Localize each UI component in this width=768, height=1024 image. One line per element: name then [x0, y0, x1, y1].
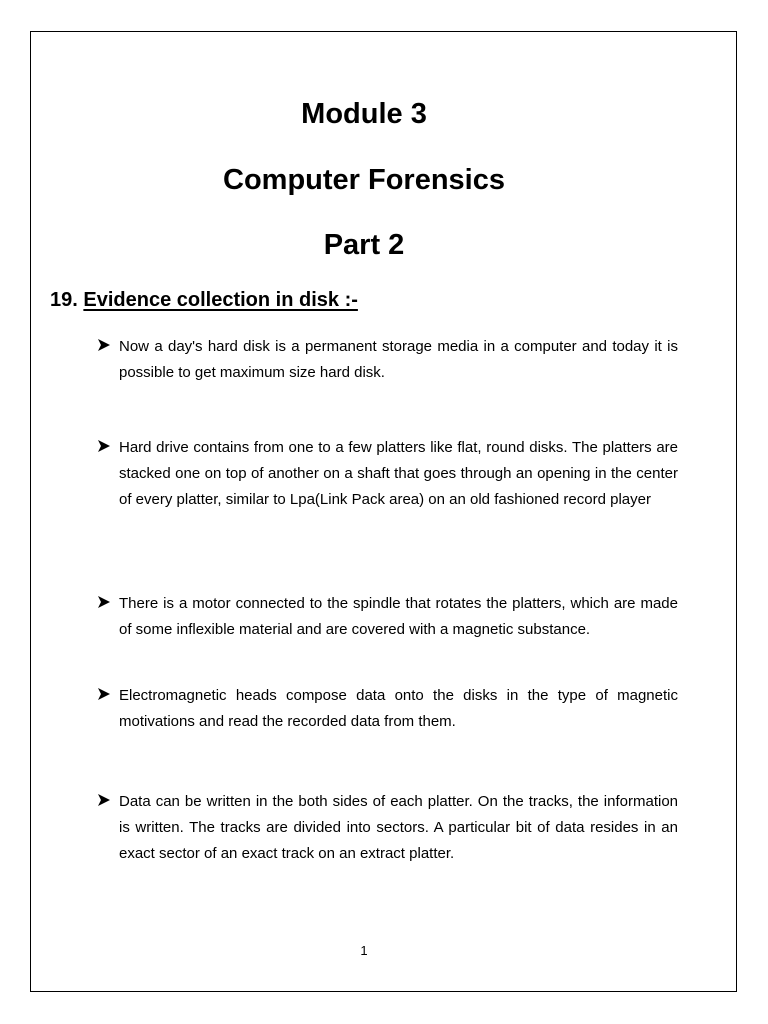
bullet-text: Hard drive contains from one to a few platters like flat, round disks. The platters are stacked one on top of another on a shaft that goes through an opening in the center of every platter, similar to Lpa(Link Pack area) on an old fashioned record player	[119, 439, 678, 508]
bullet-text: Electromagnetic heads compose data onto the disks in the type of magnetic motivations and read the recorded data from them.	[119, 687, 678, 730]
section-heading-text: Evidence collection in disk :-	[83, 289, 358, 311]
arrow-bullet-icon	[96, 337, 112, 353]
bullet-item	[96, 435, 678, 513]
bullet-item	[96, 683, 678, 735]
page-number: 1	[360, 943, 368, 958]
arrow-bullet-icon	[96, 594, 112, 610]
bullet-text: Now a day's hard disk is a permanent storage media in a computer and today it is possible to get maximum size hard disk.	[119, 338, 678, 381]
bullet-text: Data can be written in the both sides of each platter. On the tracks, the information is written. The tracks are divided into sectors. A particular bit of data resides in an exact sector of an exact track on an extract platter.	[119, 793, 678, 862]
section-heading	[50, 286, 358, 314]
document-title: Computer Forensics	[223, 164, 505, 196]
part-title: Part 2	[323, 229, 405, 261]
bullet-item	[96, 334, 678, 386]
arrow-bullet-icon	[96, 792, 112, 808]
section-number: 19.	[50, 289, 78, 311]
module-title: Module 3	[301, 98, 427, 130]
bullet-item	[96, 789, 678, 867]
arrow-bullet-icon	[96, 686, 112, 702]
bullet-item	[96, 591, 678, 643]
arrow-bullet-icon	[96, 438, 112, 454]
bullet-text: There is a motor connected to the spindle that rotates the platters, which are made of some inflexible material and are covered with a magnetic substance.	[119, 595, 678, 638]
